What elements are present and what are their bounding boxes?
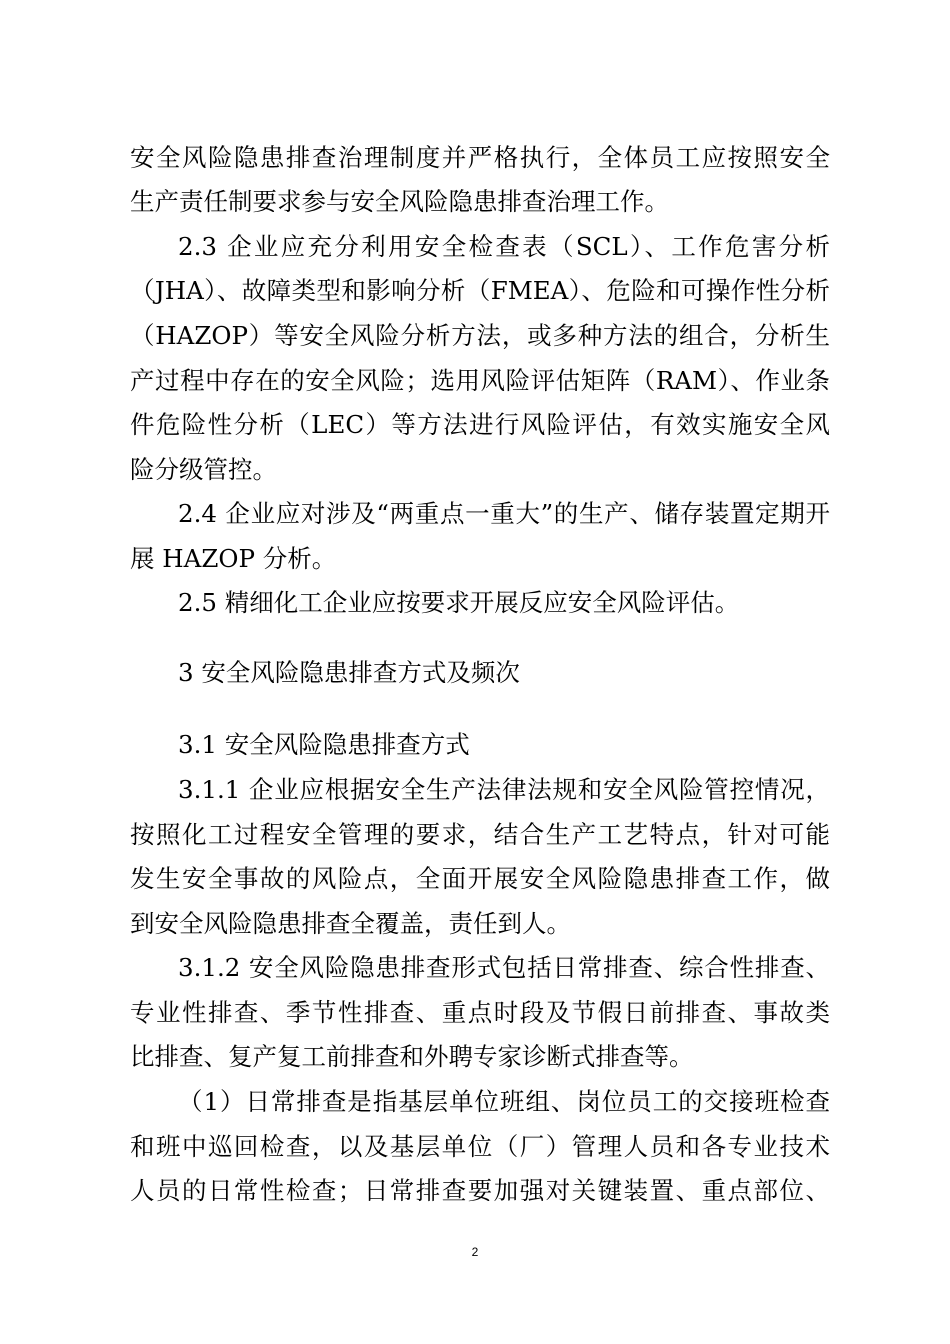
body-text-line: 险分级管控。 xyxy=(130,455,277,484)
body-text-line: 比排查、复产复工前排查和外聘专家诊断式排查等。 xyxy=(130,1042,694,1071)
section-3-1-1-line: 3.1.1 企业应根据安全生产法律法规和安全风险管控情况， xyxy=(178,775,830,804)
body-text-line: 展 HAZOP 分析。 xyxy=(130,544,337,573)
section-3-heading: 3 安全风险隐患排查方式及频次 xyxy=(178,658,520,687)
list-item-1-line: （1）日常排查是指基层单位班组、岗位员工的交接班检查 xyxy=(178,1087,830,1116)
section-3-1-2-line: 3.1.2 安全风险隐患排查形式包括日常排查、综合性排查、 xyxy=(178,953,830,982)
body-text-line: 产过程中存在的安全风险；选用风险评估矩阵（RAM）、作业条 xyxy=(130,366,830,395)
body-text-line: 专业性排查、季节性排查、重点时段及节假日前排查、事故类 xyxy=(130,998,830,1027)
section-2-5-line: 2.5 精细化工企业应按要求开展反应安全风险评估。 xyxy=(178,588,740,617)
body-text-line: 人员的日常性检查；日常排查要加强对关键装置、重点部位、 xyxy=(130,1176,830,1205)
body-text-line: 件危险性分析（LEC）等方法进行风险评估，有效实施安全风 xyxy=(130,410,830,439)
body-text-line: 生产责任制要求参与安全风险隐患排查治理工作。 xyxy=(130,187,669,216)
body-text-line: 到安全风险隐患排查全覆盖，责任到人。 xyxy=(130,909,571,938)
body-text-line: 安全风险隐患排查治理制度并严格执行，全体员工应按照安全 xyxy=(130,143,830,172)
section-2-3-line: 2.3 企业应充分利用安全检查表（SCL）、工作危害分析 xyxy=(178,232,830,261)
body-text-line: 发生安全事故的风险点，全面开展安全风险隐患排查工作，做 xyxy=(130,864,830,893)
section-2-4-line: 2.4 企业应对涉及“两重点一重大”的生产、储存装置定期开 xyxy=(178,499,830,528)
body-text-line: （JHA）、故障类型和影响分析（FMEA）、危险和可操作性分析 xyxy=(130,276,830,305)
body-text-line: 和班中巡回检查，以及基层单位（厂）管理人员和各专业技术 xyxy=(130,1132,830,1161)
body-text-line: 按照化工过程安全管理的要求，结合生产工艺特点，针对可能 xyxy=(130,820,830,849)
section-3-1-heading: 3.1 安全风险隐患排查方式 xyxy=(178,730,470,759)
page-number: 2 xyxy=(471,1245,479,1259)
body-text-line: （HAZOP）等安全风险分析方法，或多种方法的组合，分析生 xyxy=(130,321,830,350)
